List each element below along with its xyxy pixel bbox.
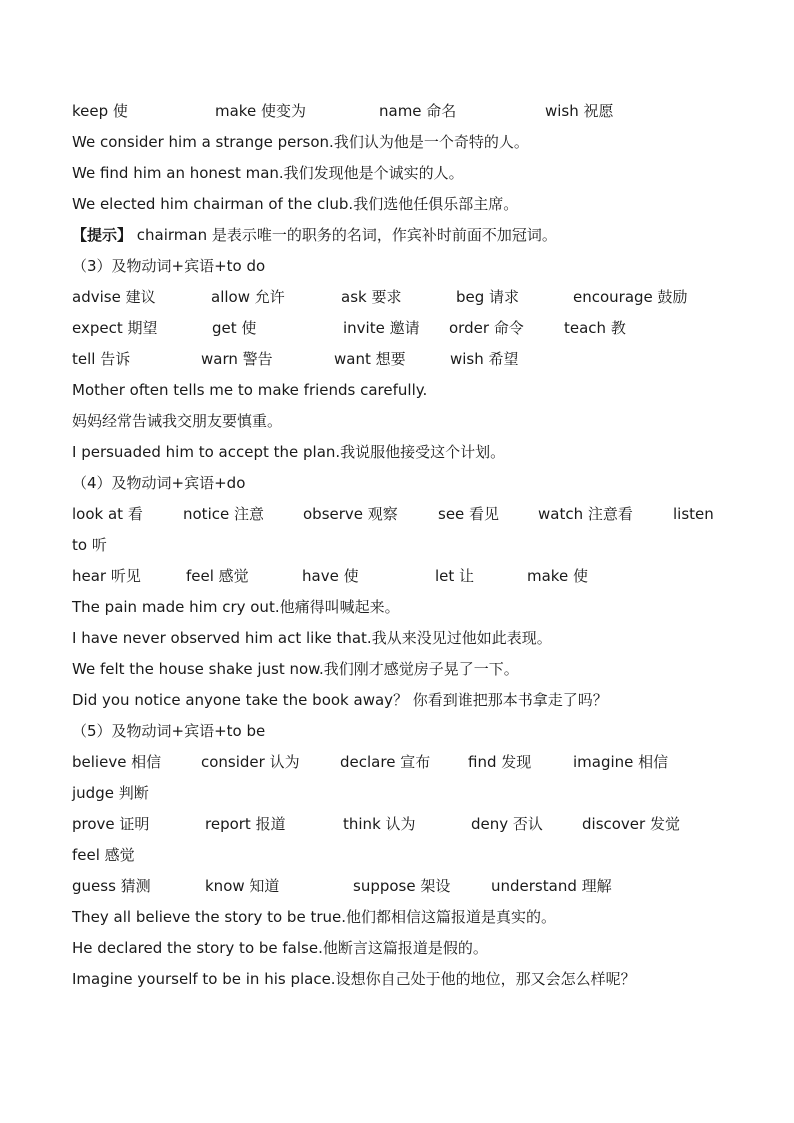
text-line bbox=[72, 375, 732, 406]
word-row bbox=[72, 344, 732, 375]
line-text: We elected him chairman of the club.我们选他任俱乐部主席。 bbox=[72, 195, 519, 213]
vocab-item: want 想要 bbox=[334, 350, 406, 368]
vocab-item: consider 认为 bbox=[201, 753, 300, 771]
text-line bbox=[72, 840, 732, 871]
text-line bbox=[72, 406, 732, 437]
vocab-item: understand 理解 bbox=[491, 877, 612, 895]
line-text: He declared the story to be false.他断言这篇报道是假的。 bbox=[72, 939, 488, 957]
vocab-item: hear 听见 bbox=[72, 567, 141, 585]
vocab-item: discover 发觉 bbox=[582, 815, 680, 833]
word-row bbox=[72, 561, 732, 592]
text-line bbox=[72, 437, 732, 468]
vocab-item: feel 感觉 bbox=[186, 567, 249, 585]
text-line bbox=[72, 127, 732, 158]
line-text: judge 判断 bbox=[72, 784, 149, 802]
text-line bbox=[72, 251, 732, 282]
text-line bbox=[72, 964, 732, 995]
line-text: （5）及物动词+宾语+to be bbox=[72, 722, 266, 740]
vocab-item: encourage 鼓励 bbox=[573, 288, 688, 306]
vocab-item: warn 警告 bbox=[201, 350, 273, 368]
line-text: feel 感觉 bbox=[72, 846, 135, 864]
text-line bbox=[72, 530, 732, 561]
vocab-item: imagine 相信 bbox=[573, 753, 669, 771]
word-row bbox=[72, 96, 732, 127]
vocab-item: observe 观察 bbox=[303, 505, 398, 523]
word-row bbox=[72, 747, 732, 778]
vocab-item: know 知道 bbox=[205, 877, 280, 895]
word-row bbox=[72, 499, 732, 530]
text-line bbox=[72, 189, 732, 220]
tip-text: chairman 是表示唯一的职务的名词，作宾补时前面不加冠词。 bbox=[132, 226, 557, 244]
word-row bbox=[72, 871, 732, 902]
word-row bbox=[72, 313, 732, 344]
vocab-item: name 命名 bbox=[379, 102, 457, 120]
text-line bbox=[72, 592, 732, 623]
line-text: We consider him a strange person.我们认为他是一个奇特的人。 bbox=[72, 133, 529, 151]
tip-label: 【提示】 bbox=[72, 226, 133, 244]
line-text: I have never observed him act like that.我从来没见过他如此表现。 bbox=[72, 629, 552, 647]
vocab-item: think 认为 bbox=[343, 815, 416, 833]
line-text: （4）及物动词+宾语+do bbox=[72, 474, 246, 492]
vocab-item: beg 请求 bbox=[456, 288, 520, 306]
line-text: Mother often tells me to make friends carefully. bbox=[72, 381, 428, 399]
line-text: 妈妈经常告诫我交朋友要慎重。 bbox=[72, 412, 283, 430]
vocab-item: listen bbox=[673, 505, 714, 523]
text-line bbox=[72, 685, 732, 716]
vocab-item: make 使 bbox=[527, 567, 588, 585]
vocab-item: expect 期望 bbox=[72, 319, 158, 337]
line-text: to 听 bbox=[72, 536, 107, 554]
vocab-item: have 使 bbox=[302, 567, 359, 585]
vocab-item: let 让 bbox=[435, 567, 475, 585]
tip-line bbox=[72, 220, 732, 251]
line-text: We find him an honest man.我们发现他是个诚实的人。 bbox=[72, 164, 464, 182]
text-line bbox=[72, 778, 732, 809]
word-row bbox=[72, 282, 732, 313]
line-text: （3）及物动词+宾语+to do bbox=[72, 257, 266, 275]
vocab-item: watch 注意看 bbox=[538, 505, 633, 523]
vocab-item: wish 希望 bbox=[450, 350, 519, 368]
vocab-item: deny 否认 bbox=[471, 815, 543, 833]
vocab-item: allow 允许 bbox=[211, 288, 285, 306]
text-line bbox=[72, 654, 732, 685]
vocab-item: find 发现 bbox=[468, 753, 532, 771]
text-line bbox=[72, 158, 732, 189]
vocab-item: make 使变为 bbox=[215, 102, 306, 120]
vocab-item: report 报道 bbox=[205, 815, 286, 833]
text-line bbox=[72, 716, 732, 747]
line-text: The pain made him cry out.他痛得叫喊起来。 bbox=[72, 598, 400, 616]
vocab-item: guess 猜测 bbox=[72, 877, 151, 895]
vocab-item: invite 邀请 bbox=[343, 319, 420, 337]
vocab-item: tell 告诉 bbox=[72, 350, 131, 368]
vocab-item: advise 建议 bbox=[72, 288, 156, 306]
line-text: We felt the house shake just now.我们刚才感觉房子晃了一下。 bbox=[72, 660, 519, 678]
vocab-item: prove 证明 bbox=[72, 815, 150, 833]
vocab-item: teach 教 bbox=[564, 319, 626, 337]
text-line bbox=[72, 933, 732, 964]
document-content bbox=[72, 96, 732, 995]
vocab-item: order 命令 bbox=[449, 319, 524, 337]
line-text: I persuaded him to accept the plan.我说服他接受这个计划。 bbox=[72, 443, 506, 461]
vocab-item: look at 看 bbox=[72, 505, 143, 523]
text-line bbox=[72, 468, 732, 499]
line-text: They all believe the story to be true.他们都相信这篇报道是真实的。 bbox=[72, 908, 556, 926]
vocab-item: declare 宣布 bbox=[340, 753, 431, 771]
vocab-item: notice 注意 bbox=[183, 505, 264, 523]
line-text: Did you notice anyone take the book away？ 你看到谁把那本书拿走了吗？ bbox=[72, 691, 608, 709]
line-text: Imagine yourself to be in his place.设想你自己处于他的地位，那又会怎么样呢？ bbox=[72, 970, 636, 988]
text-line bbox=[72, 902, 732, 933]
text-line bbox=[72, 623, 732, 654]
vocab-item: believe 相信 bbox=[72, 753, 162, 771]
vocab-item: get 使 bbox=[212, 319, 257, 337]
vocab-item: see 看见 bbox=[438, 505, 500, 523]
word-row bbox=[72, 809, 732, 840]
vocab-item: ask 要求 bbox=[341, 288, 402, 306]
vocab-item: keep 使 bbox=[72, 102, 128, 120]
vocab-item: suppose 架设 bbox=[353, 877, 451, 895]
vocab-item: wish 祝愿 bbox=[545, 102, 614, 120]
